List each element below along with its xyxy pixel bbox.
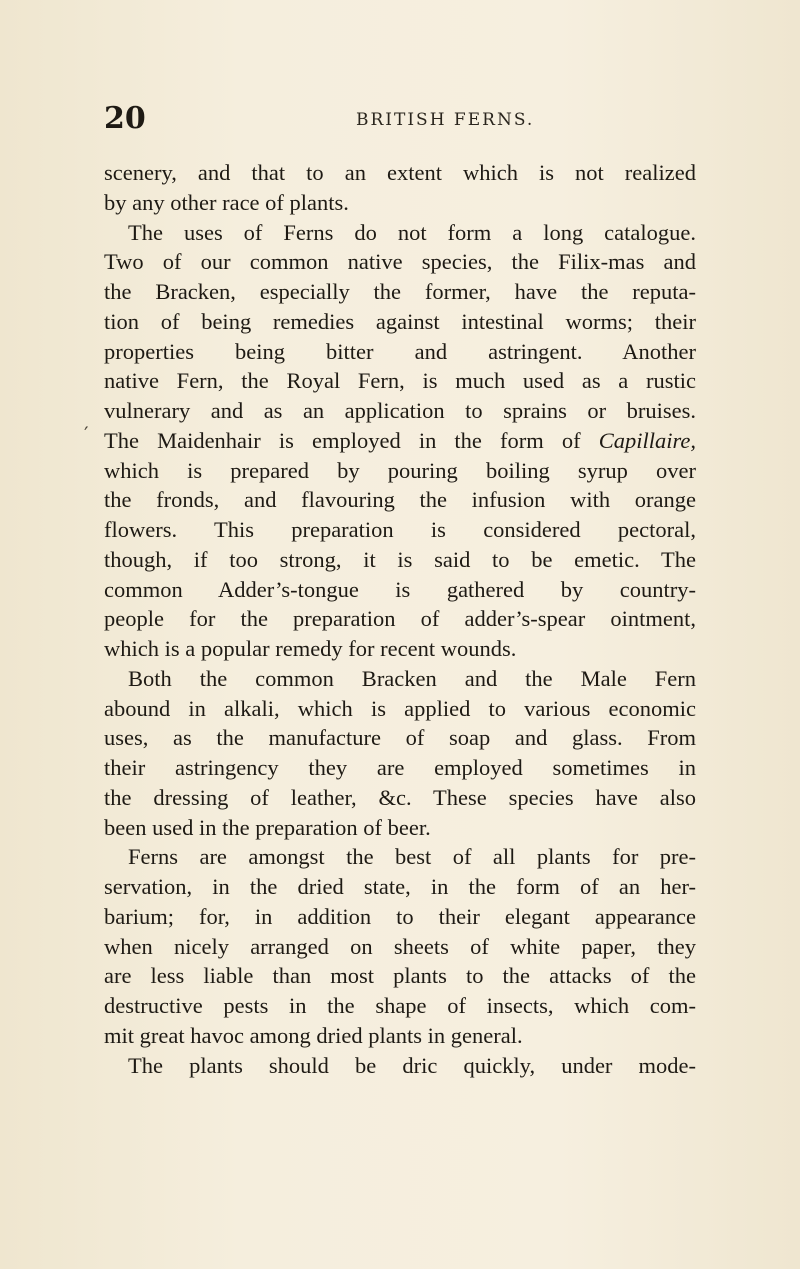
text-line: flowers. This preparation is considered pectoral, xyxy=(104,517,696,542)
text-line: when nicely arranged on sheets of white paper, they xyxy=(104,933,696,959)
text-line: though, if too strong, it is said to be emetic. The xyxy=(104,546,696,572)
text-line: servation, in the dried state, in the form of an her- xyxy=(104,874,696,899)
text-line: by any other race of plants. xyxy=(104,189,349,215)
text-line: destructive pests in the shape of insects, which com- xyxy=(104,993,696,1018)
text-line: Both the common Bracken and the Male Fern xyxy=(128,665,696,691)
text-line: abound in alkali, which is applied to various economic xyxy=(104,695,696,721)
text-line: the Bracken, especially the former, have the reputa- xyxy=(104,279,696,304)
text-line: mit great havoc among dried plants in general. xyxy=(104,1022,523,1048)
text-line: the dressing of leather, &c. These species have also xyxy=(104,784,696,810)
running-head: BRITISH FERNS. xyxy=(356,110,535,130)
text-line: their astringency they are employed sometimes in xyxy=(104,755,696,780)
text-line: native Fern, the Royal Fern, is much used as a rustic xyxy=(104,368,696,394)
text-line: which is prepared by pouring boiling syrup over xyxy=(104,457,696,483)
text-line: The Maidenhair is employed in the form of Capillaire, xyxy=(104,427,696,453)
text-line: properties being bitter and astringent. Another xyxy=(104,338,696,364)
text-line: scenery, and that to an extent which is not realized xyxy=(104,160,696,185)
text-line: the fronds, and flavouring the infusion with orange xyxy=(104,487,696,513)
text-line: are less liable than most plants to the attacks of the xyxy=(104,963,696,989)
text-line: The uses of Ferns do not form a long catalogue. xyxy=(128,219,696,245)
text-line: been used in the preparation of beer. xyxy=(104,814,431,840)
text-line: people for the preparation of adder’s-spear ointment, xyxy=(104,606,696,632)
italic-term: Capillaire, xyxy=(598,427,696,453)
text-line: which is a popular remedy for recent wounds. xyxy=(104,636,517,661)
page-number: 20 xyxy=(104,101,146,136)
text-line: barium; for, in addition to their elegant appearance xyxy=(104,903,696,929)
margin-mark: ′ xyxy=(84,422,89,446)
text-line: Ferns are amongst the best of all plants for pre- xyxy=(128,844,696,870)
body-text xyxy=(104,158,696,1080)
text-line: vulnerary and as an application to sprains or bruises. xyxy=(104,398,696,423)
text-line: Two of our common native species, the Filix-mas and xyxy=(104,249,696,275)
text-line: tion of being remedies against intestinal worms; their xyxy=(104,308,696,334)
text-line: uses, as the manufacture of soap and glass. From xyxy=(104,725,696,751)
text-line: common Adder’s-tongue is gathered by country- xyxy=(104,576,696,602)
text-line: The plants should be dric quickly, under mode- xyxy=(128,1052,696,1078)
page-header xyxy=(104,101,704,141)
